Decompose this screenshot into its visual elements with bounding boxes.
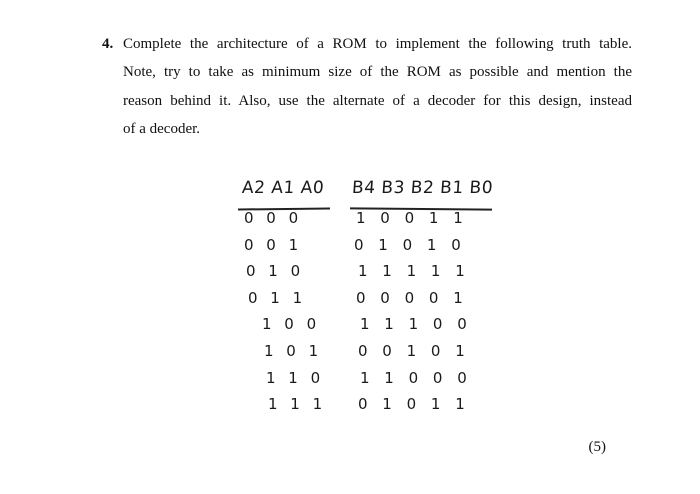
table-row-inputs: 1 0 1 (264, 342, 323, 360)
question-block (102, 30, 632, 144)
output-header: B4 B3 B2 B1 B0 (351, 178, 494, 198)
table-row-outputs: 0 0 1 0 1 (358, 342, 470, 360)
question-line: reason behind it. Also, use the alternate of a decoder for this design, instead (123, 92, 632, 109)
table-row-outputs: 1 1 0 0 0 (360, 368, 472, 387)
table-row-inputs: 0 1 1 (248, 288, 307, 307)
table-row-outputs: 0 1 0 1 1 (358, 395, 470, 414)
table-row-outputs: 1 0 0 1 1 (356, 209, 468, 227)
table-row-inputs: 1 1 0 (266, 368, 325, 387)
truth-table (236, 178, 506, 418)
question-number: 4. (102, 36, 114, 52)
question-line: Note, try to take as minimum size of the ROM as possible and mention the (123, 64, 632, 81)
input-header: A2 A1 A0 (241, 178, 325, 198)
question-line: of a decoder. (123, 121, 201, 138)
table-row-inputs: 0 0 0 (244, 209, 303, 227)
question-line: Complete the architecture of a ROM to implement the following truth table. (123, 36, 632, 52)
question-text (123, 30, 632, 144)
table-row-outputs: 0 1 0 1 0 (354, 235, 466, 254)
table-row-inputs: 0 0 1 (244, 235, 303, 254)
table-row-outputs: 1 1 1 1 1 (358, 262, 470, 281)
table-row-inputs: 1 1 1 (268, 395, 327, 414)
table-row-inputs: 1 0 0 (262, 315, 321, 334)
table-row-outputs: 1 1 1 0 0 (360, 315, 472, 334)
table-row-inputs: 0 1 0 (246, 262, 305, 281)
marks-label: (5) (588, 439, 606, 455)
table-row-outputs: 0 0 0 0 1 (356, 288, 468, 307)
